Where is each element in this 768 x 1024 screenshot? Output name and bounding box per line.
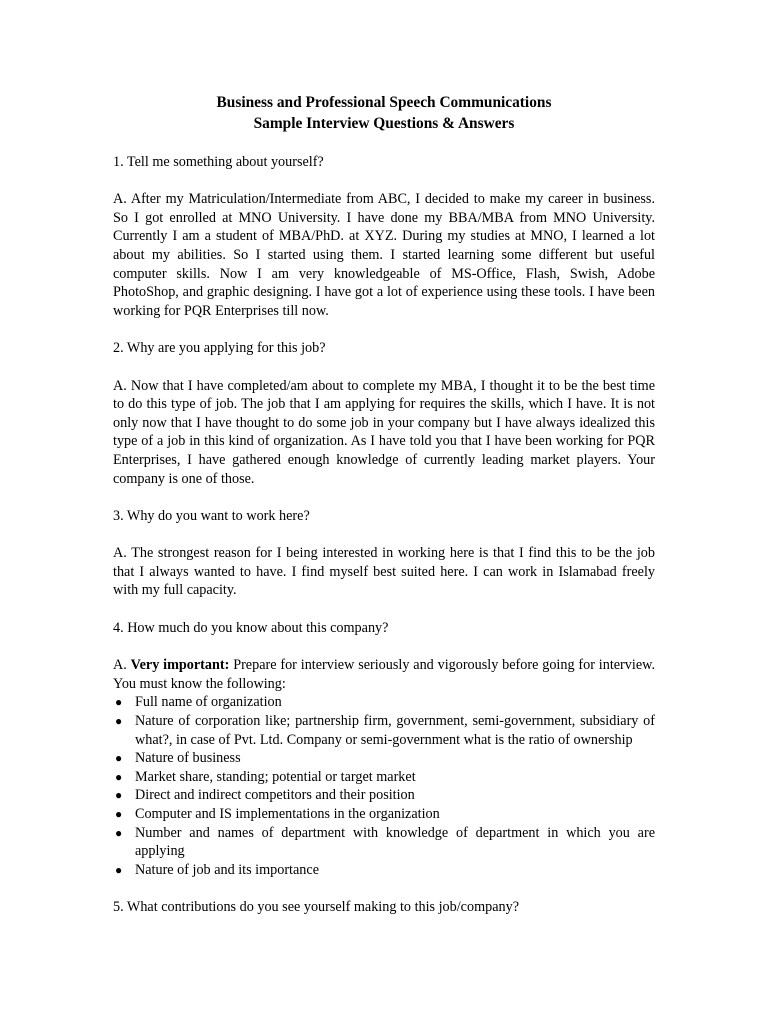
list-item (113, 693, 655, 712)
document-page (113, 92, 655, 917)
list-item (113, 824, 655, 861)
answer-4-text: Prepare for interview seriously and vigorously before going for interview. You must know the following: (113, 657, 655, 692)
list-item (113, 805, 655, 824)
list-item-text: Full name of organization (135, 694, 282, 711)
list-item-text: Direct and indirect competitors and their position (135, 787, 415, 804)
question-1: 1. Tell me something about yourself? (113, 154, 324, 170)
list-item-text: Number and names of department with knowledge of department in which you are applying (135, 824, 655, 860)
list-item (113, 712, 655, 749)
bullet-icon: ● (115, 825, 123, 840)
qa-block-2 (113, 339, 655, 488)
list-item (113, 861, 655, 880)
bullet-icon: ● (115, 695, 123, 710)
document-title (113, 92, 655, 134)
question-4: 4. How much do you know about this company? (113, 620, 389, 637)
list-item (113, 749, 655, 768)
list-item (113, 786, 655, 805)
list-item-text: Computer and IS implementations in the organization (135, 806, 440, 822)
bullet-icon: ● (115, 862, 123, 877)
bullet-icon: ● (115, 788, 123, 803)
list-item-text: Nature of corporation like; partnership firm, government, semi-government, subsidiary of what?, in case of Pvt. Ltd. Company or semi-government what is the ratio of ownership (135, 713, 655, 748)
answer-4 (113, 656, 655, 693)
bullet-icon: ● (115, 769, 123, 784)
answer-4-bold-label: Very important: (130, 657, 230, 674)
list-item-text: Market share, standing; potential or target market (135, 768, 416, 785)
bullet-icon: ● (115, 807, 123, 821)
answer-2: A. Now that I have completed/am about to complete my MBA, I thought it to be the best time to do this type of job. The job that I am applying for requires the skills, which I have. It is not only now that I have thought to do some job in your company but I have always idealized this type of a job in this kind of organization. As I have told you that I have been working for PQR Enterprises, I have gathered enough knowledge of currently leading market players. Your company is one of those. (113, 377, 655, 487)
title-line-2: Sample Interview Questions & Answers (253, 115, 515, 132)
list-item-text: Nature of business (135, 750, 241, 767)
qa-block-3 (113, 507, 655, 600)
title-line-1: Business and Professional Speech Communications (216, 94, 552, 111)
bullet-icon: ● (115, 751, 123, 766)
question-5: 5. What contributions do you see yourself making to this job/company? (113, 899, 519, 916)
answer-4-prefix: A. (113, 657, 131, 674)
qa-block-1 (113, 153, 655, 320)
answer-1: A. After my Matriculation/Intermediate from ABC, I decided to make my career in business. So I got enrolled at MNO University. I have done my BBA/MBA from MNO University. Currently I am a student of MBA/PhD. at XYZ. During my studies at MNO, I learned a lot about my abilities. So I started using them. I started learning some different but useful computer skills. Now I am very knowledgeable of MS-Office, Flash, Swish, Adobe PhotoShop, and graphic designing. I have got a lot of experience using these tools. I have been working for PQR Enterprises till now. (113, 191, 655, 319)
question-2: 2. Why are you applying for this job? (113, 340, 326, 357)
list-item (113, 768, 655, 787)
list-item-text: Nature of job and its importance (135, 861, 319, 878)
company-knowledge-list (113, 693, 655, 879)
qa-block-5 (113, 898, 655, 917)
qa-block-4 (113, 619, 655, 879)
bullet-icon: ● (115, 714, 123, 729)
answer-3: A. The strongest reason for I being interested in working here is that I find this to be the job that I always wanted to have. I find myself best suited here. I can work in Islamabad freely with my full capacity. (113, 545, 655, 599)
question-3: 3. Why do you want to work here? (113, 508, 310, 525)
